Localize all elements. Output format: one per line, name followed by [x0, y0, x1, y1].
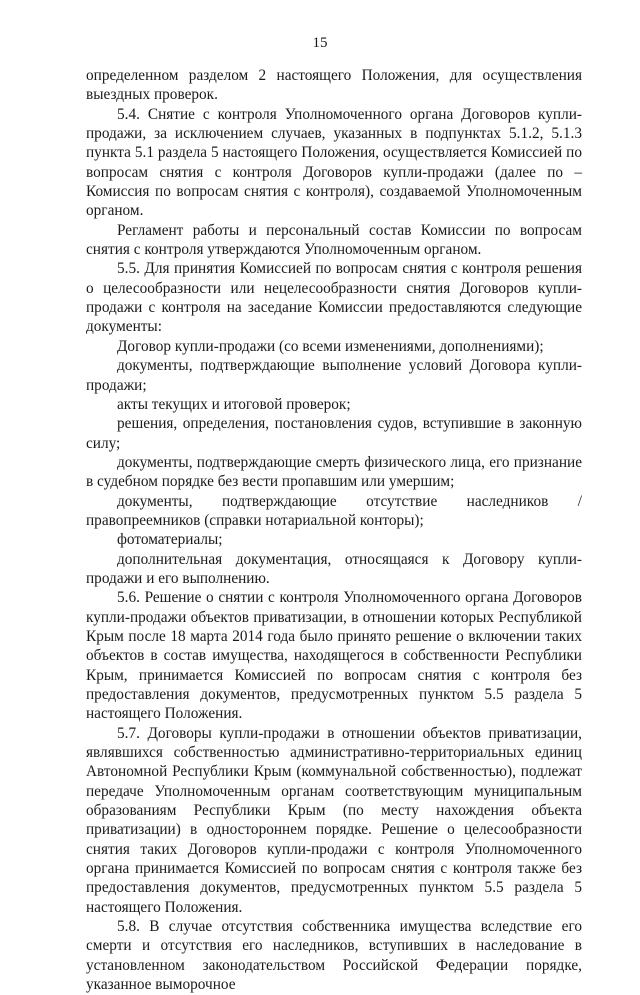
list-item-death-documents: документы, подтверждающие смерть физического лица, его признание в судебном порядке без вести пропавшим или умершим; — [86, 453, 582, 491]
list-item-court-decisions: решения, определения, постановления судов, вступившие в законную силу; — [86, 415, 582, 452]
paragraph-continuation: определенном разделом 2 настоящего Положения, для осуществления выездных проверок. — [86, 67, 582, 104]
list-item-inspection-acts: акты текущих и итоговой проверок; — [117, 395, 351, 413]
list-item-fulfillment-documents: документы, подтверждающие выполнение условий Договора купли-продажи; — [86, 357, 582, 394]
list-item-no-heirs-documents: документы, подтверждающие отсутствие наследников /правопреемников (справки нотариальной конторы); — [86, 492, 582, 529]
list-item-additional-documentation: дополнительная документация, относящаяся к Договору купли-продажи и его выполнению. — [86, 550, 582, 587]
paragraph-commission-regulation: Регламент работы и персональный состав Комиссии по вопросам снятия с контроля утверждаются Уполномоченным органом. — [86, 221, 582, 259]
list-item-sale-contract: Договор купли-продажи (со всеми изменениями, дополнениями); — [117, 337, 544, 355]
paragraph-5-7: 5.7. Договоры купли-продажи в отношении объектов приватизации, являвшихся собственностью административно-территориальных единиц Автономной Республики Крым (коммунальной собственностью), подлежат передаче Уполномоченным органам соответствующим муниципальным образованиям Республики Крым (по месту нахождения объекта приватизации) в одностороннем порядке. Решение о целесообразности снятия таких Договоров купли-продажи с контроля Уполномоченного органа принимается Комиссией по вопросам снятия с контроля также без предоставления документов, предусмотренных пунктом 5.5 раздела 5 настоящего Положения. — [86, 724, 582, 916]
document-body — [86, 66, 582, 995]
paragraph-5-4: 5.4. Снятие с контроля Уполномоченного органа Договоров купли-продажи, за исключением случаев, указанных в подпунктах 5.1.2, 5.1.3 пункта 5.1 раздела 5 настоящего Положения, осуществляется Комиссией по вопросам снятия с контроля Договоров купли-продажи (далее по – Комиссия по вопросам снятия с контроля), создаваемой Уполномоченным органом. — [86, 105, 582, 220]
paragraph-5-8: 5.8. В случае отсутствия собственника имущества вследствие его смерти и отсутствия его наследников, вступивших в наследование в установленном законодательством Российской Федерации порядке, указанное выморочное — [86, 918, 582, 994]
list-item-photo-materials: фотоматериалы; — [117, 531, 223, 549]
paragraph-5-6: 5.6. Решение о снятии с контроля Уполномоченного органа Договоров купли-продажи объектов приватизации, в отношении которых Республикой Крым после 18 марта 2014 года было принято решение о включении таких объектов в состав имущества, находящегося в собственности Республики Крым, принимается Комиссией по вопросам снятия с контроля без предоставления документов, предусмотренных пунктом 5.5 раздела 5 настоящего Положения. — [86, 589, 582, 723]
paragraph-5-5: 5.5. Для принятия Комиссией по вопросам снятия с контроля решения о целесообразности или нецелесообразности снятия Договоров купли-продажи с контроля на заседание Комиссии предоставляются следующие документы: — [86, 260, 582, 336]
page-number: 15 — [312, 35, 328, 51]
